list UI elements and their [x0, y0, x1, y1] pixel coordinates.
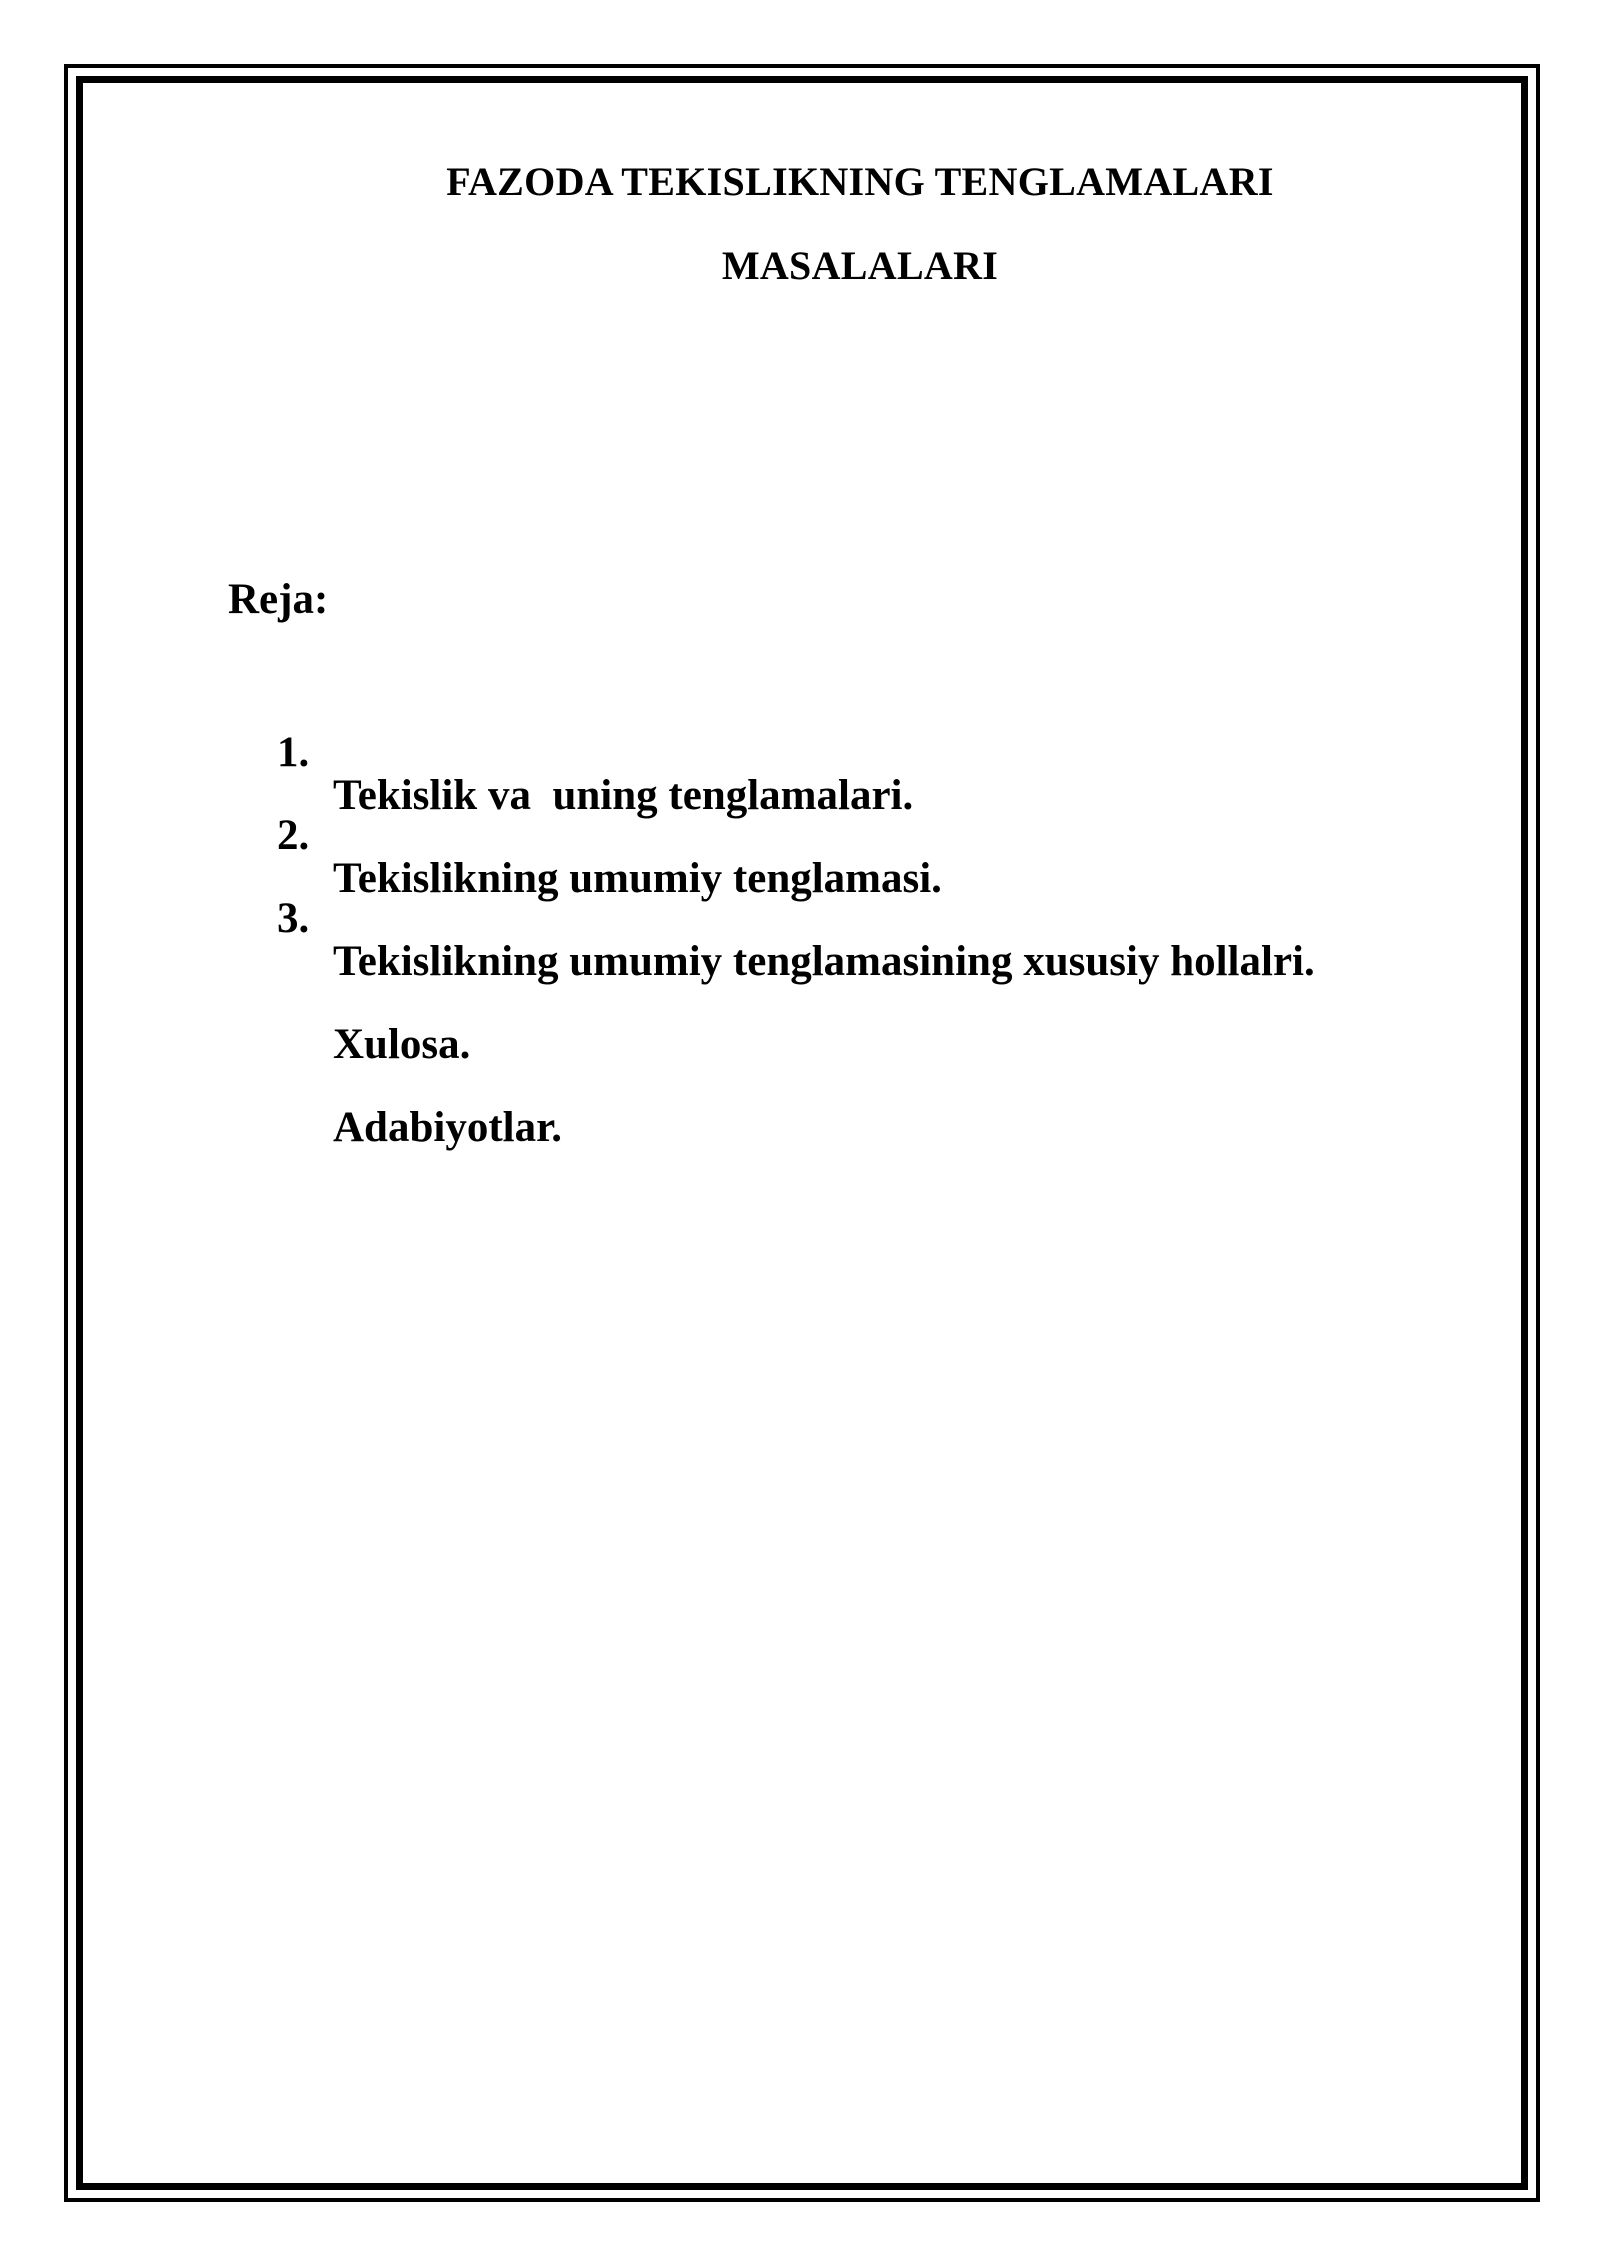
document-title-line-2: MASALALARI — [721, 243, 999, 288]
plan-item-text: Tekislikning umumiy tenglamasi. — [333, 855, 942, 902]
plan-item-number: 2. — [277, 812, 310, 859]
plan-item-text: Tekislik va uning tenglamalari. — [333, 772, 914, 819]
plan-item-text: Xulosa. — [333, 1021, 471, 1068]
page-border-inner — [76, 76, 1528, 2190]
plan-heading: Reja: — [228, 576, 329, 623]
plan-item-number: 1. — [277, 729, 310, 776]
document-title-line-1: FAZODA TEKISLIKNING TENGLAMALARI — [446, 159, 1274, 204]
plan-item-text: Tekislikning umumiy tenglamasining xususiy hollalri. — [333, 938, 1315, 985]
plan-item-text: Adabiyotlar. — [333, 1104, 562, 1151]
plan-item-number: 3. — [277, 895, 310, 942]
